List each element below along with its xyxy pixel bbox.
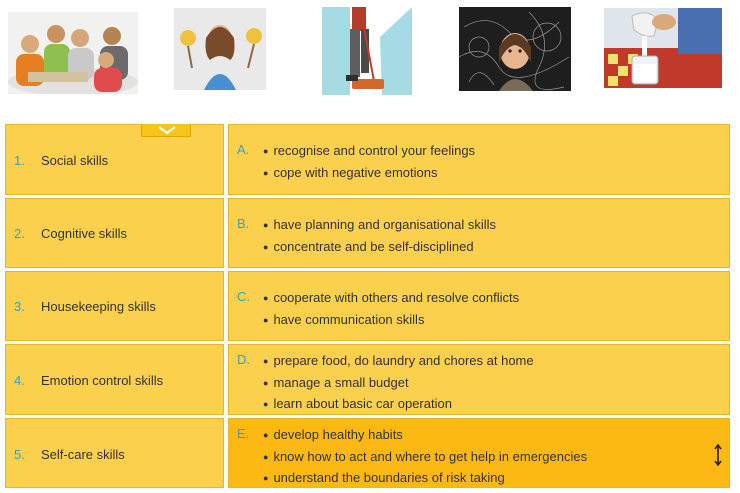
left-item-label: Housekeeping skills	[41, 299, 156, 314]
right-item-d[interactable]	[228, 344, 730, 415]
bullet-item: ● learn about basic car operation	[263, 394, 534, 416]
left-item-number: 5.	[14, 447, 25, 462]
left-item-emotion-control-skills[interactable]	[5, 344, 224, 415]
left-item-social-skills[interactable]	[5, 124, 224, 195]
left-item-number: 2.	[14, 226, 25, 241]
person-sweeping-photo	[322, 7, 412, 95]
bullet-item: ● manage a small budget	[263, 373, 534, 395]
bullet-list	[263, 215, 496, 258]
thinking-girl-photo	[459, 7, 571, 91]
right-item-letter: A.	[237, 142, 250, 157]
bullet-item: ● develop healthy habits	[263, 425, 587, 447]
chevron-down-icon	[157, 125, 177, 135]
left-item-label: Cognitive skills	[41, 226, 127, 241]
teenagers-group-photo	[8, 12, 138, 94]
left-item-housekeeping-skills[interactable]	[5, 271, 224, 341]
pouring-milk-photo	[604, 8, 722, 88]
left-item-label: Emotion control skills	[41, 373, 164, 388]
bullet-list	[263, 351, 534, 416]
bullet-item: ● have planning and organisational skills	[263, 215, 496, 237]
girl-with-masks-photo	[174, 8, 266, 90]
right-item-a[interactable]	[228, 124, 730, 195]
bullet-list	[263, 141, 475, 184]
bullet-item: ● have communication skills	[263, 310, 519, 332]
bullet-item: ● recognise and control your feelings	[263, 141, 475, 163]
left-item-number: 4.	[14, 373, 25, 388]
bullet-item: ● concentrate and be self-disciplined	[263, 237, 496, 259]
bullet-item: ● understand the boundaries of risk taking	[263, 468, 587, 490]
bullet-list	[263, 425, 587, 490]
right-item-letter: C.	[237, 289, 250, 304]
bullet-item: ● know how to act and where to get help in emergencies	[263, 447, 587, 469]
left-item-number: 3.	[14, 299, 25, 314]
drag-tab[interactable]	[141, 124, 191, 137]
right-item-e[interactable]	[228, 418, 730, 488]
vertical-resize-icon[interactable]	[714, 444, 722, 466]
right-item-letter: E.	[237, 426, 250, 441]
left-item-label: Social skills	[41, 153, 109, 168]
bullet-list	[263, 288, 519, 331]
left-item-number: 1.	[14, 153, 25, 168]
bullet-item: ● cope with negative emotions	[263, 163, 475, 185]
right-item-c[interactable]	[228, 271, 730, 341]
right-item-letter: D.	[237, 352, 250, 367]
bullet-item: ● cooperate with others and resolve conflicts	[263, 288, 519, 310]
left-item-label: Self-care skills	[41, 447, 125, 462]
right-item-letter: B.	[237, 216, 250, 231]
left-item-cognitive-skills[interactable]	[5, 198, 224, 268]
bullet-item: ● prepare food, do laundry and chores at home	[263, 351, 534, 373]
left-item-self-care-skills[interactable]	[5, 418, 224, 488]
right-item-b[interactable]	[228, 198, 730, 268]
